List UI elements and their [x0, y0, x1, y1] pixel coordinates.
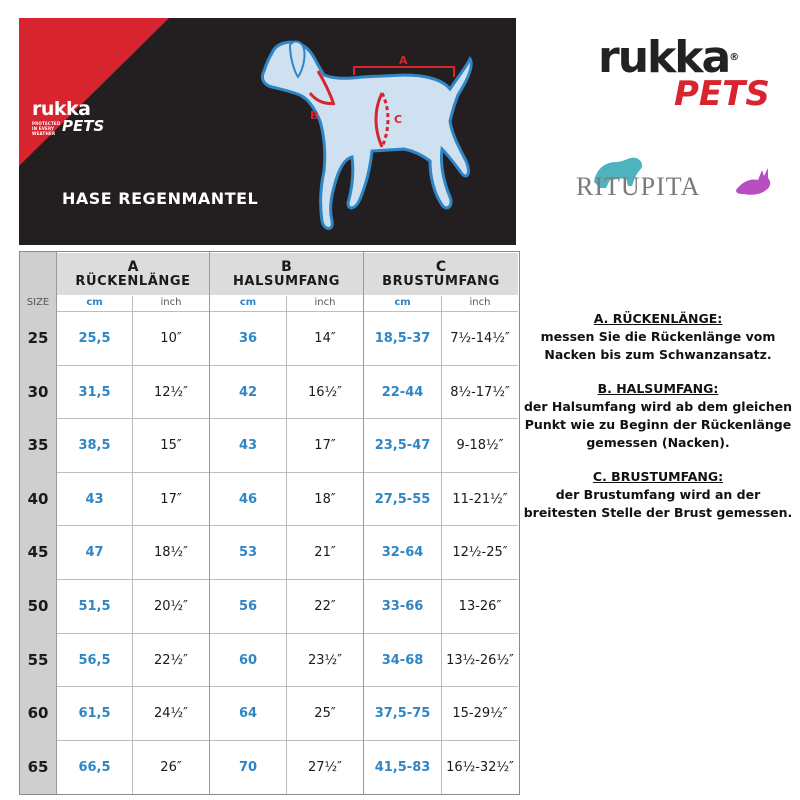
info-block-c	[522, 468, 794, 522]
header-group-a	[57, 253, 209, 295]
table-row	[57, 525, 518, 580]
table-cell: 21″	[314, 545, 336, 560]
divider	[363, 252, 364, 794]
banner-brand: rukka	[32, 98, 91, 120]
table-cell: 70	[238, 760, 258, 775]
info-heading-b: B. HALSUMFANG:	[597, 381, 719, 396]
unit-cm-b: cm	[210, 296, 286, 310]
table-cell: 25,5	[78, 331, 111, 346]
logo-reg: ®	[729, 52, 738, 63]
group-b-letter: B	[281, 259, 292, 275]
table-cell: 20½″	[154, 599, 188, 614]
size-label: SIZE	[26, 297, 50, 308]
measurement-info	[522, 310, 794, 538]
table-cell: 27,5-55	[374, 492, 431, 507]
unit-inch-b: inch	[314, 297, 336, 308]
group-c-word: BRUSTUMFANG	[382, 274, 500, 289]
dog-measure-illustration	[254, 31, 494, 241]
table-cell: 43	[238, 438, 258, 453]
product-title: HASE REGENMANTEL	[62, 189, 259, 208]
table-cell: 64	[238, 706, 258, 721]
table-cell: 18,5-37	[374, 331, 431, 346]
table-cell: 22-44	[381, 385, 424, 400]
table-cell: 11-21½″	[452, 492, 508, 507]
banner-rukka-logo	[32, 100, 104, 134]
table-cell: 25″	[314, 706, 336, 721]
unit-cm-c: cm	[364, 296, 441, 310]
divider	[286, 296, 287, 794]
table-cell: 34-68	[381, 653, 424, 668]
table-cell: 16½-32½″	[446, 760, 514, 775]
table-cell: 15-29½″	[452, 706, 508, 721]
table-cell: 15″	[160, 438, 182, 453]
unit-inch-c: inch	[469, 297, 491, 308]
table-row	[57, 740, 518, 795]
table-cell: 8½-17½″	[450, 385, 510, 400]
size-cell: 55	[27, 651, 49, 669]
table-row	[57, 418, 518, 473]
divider	[132, 296, 133, 794]
ritupita-logo	[576, 150, 776, 206]
table-cell: 46	[238, 492, 258, 507]
unit-inch-a: inch	[160, 297, 182, 308]
table-cell: 56	[238, 599, 258, 614]
table-cell: 9-18½″	[456, 438, 504, 453]
table-cell: 41,5-83	[374, 760, 431, 775]
divider	[441, 296, 442, 794]
group-a-word: RÜCKENLÄNGE	[75, 274, 191, 289]
product-banner	[19, 18, 516, 245]
label-c: C	[394, 113, 403, 126]
table-cell: 53	[238, 545, 258, 560]
info-heading-a: A. RÜCKENLÄNGE:	[593, 311, 723, 326]
table-cell: 26″	[160, 760, 182, 775]
table-cell: 10″	[160, 331, 182, 346]
table-cell: 56,5	[78, 653, 111, 668]
logo-brand: rukka	[598, 32, 730, 83]
table-cell: 17″	[314, 438, 336, 453]
group-c-letter: C	[435, 259, 447, 275]
table-row	[57, 633, 518, 688]
label-a: A	[399, 54, 408, 67]
table-cell: 43	[85, 492, 104, 507]
table-cell: 61,5	[78, 706, 111, 721]
info-heading-c: C. BRUSTUMFANG:	[592, 469, 724, 484]
info-text-c: der Brustumfang wird an der breitesten Stelle der Brust gemessen.	[523, 487, 793, 520]
group-b-word: HALSUMFANG	[232, 274, 341, 289]
table-cell: 51,5	[78, 599, 111, 614]
table-row	[57, 365, 518, 420]
table-cell: 24½″	[154, 706, 188, 721]
table-cell: 23,5-47	[374, 438, 431, 453]
table-cell: 36	[238, 331, 258, 346]
header-group-c	[364, 253, 518, 295]
table-cell: 22½″	[154, 653, 188, 668]
table-row	[57, 472, 518, 527]
cat-silhouette-icon	[732, 158, 776, 198]
table-cell: 12½″	[154, 385, 188, 400]
rukka-pets-logo	[598, 32, 770, 114]
table-cell: 38,5	[78, 438, 111, 453]
banner-brand-sub: PETS	[62, 117, 105, 135]
logo-sub: PETS	[674, 74, 770, 114]
table-cell: 22″	[314, 599, 336, 614]
size-cell: 30	[27, 383, 49, 401]
table-cell: 66,5	[78, 760, 111, 775]
size-table	[19, 251, 520, 795]
size-cell: 25	[27, 329, 49, 347]
table-cell: 33-66	[381, 599, 424, 614]
info-text-b: der Halsumfang wird ab dem gleichen Punkt wie zu Beginn der Rückenlänge gemessen (Nacken).	[523, 399, 793, 450]
table-cell: 31,5	[78, 385, 111, 400]
table-cell: 47	[85, 545, 104, 560]
table-cell: 32-64	[381, 545, 424, 560]
banner-tagline: PROTECTED IN EVERY WEATHER	[32, 121, 61, 136]
divider	[56, 252, 57, 794]
table-cell: 42	[238, 385, 258, 400]
red-corner	[19, 18, 169, 166]
table-row	[57, 686, 518, 741]
table-cell: 16½″	[308, 385, 342, 400]
unit-cm-a: cm	[57, 296, 132, 310]
table-cell: 13-26″	[458, 599, 502, 614]
group-a-letter: A	[127, 259, 139, 275]
label-b: B	[310, 109, 319, 122]
table-cell: 12½-25″	[452, 545, 508, 560]
table-cell: 7½-14½″	[450, 331, 510, 346]
divider	[209, 252, 210, 794]
info-block-b	[522, 380, 794, 452]
table-row	[57, 579, 518, 634]
table-cell: 60	[238, 653, 258, 668]
table-cell: 18½″	[154, 545, 188, 560]
size-cell: 50	[27, 597, 49, 615]
info-block-a	[522, 310, 794, 364]
table-cell: 14″	[314, 331, 336, 346]
table-row	[57, 311, 518, 366]
size-cell: 60	[27, 704, 49, 722]
info-text-a: messen Sie die Rückenlänge vom Nacken bis zum Schwanzansatz.	[540, 329, 776, 362]
table-cell: 17″	[160, 492, 182, 507]
table-cell: 18″	[314, 492, 336, 507]
ritupita-text: RITUPITA	[576, 172, 701, 201]
table-cell: 23½″	[308, 653, 342, 668]
header-group-b	[210, 253, 363, 295]
size-cell: 45	[27, 543, 49, 561]
table-cell: 37,5-75	[374, 706, 431, 721]
size-cell: 65	[27, 758, 49, 776]
table-cell: 13½-26½″	[446, 653, 514, 668]
table-cell: 27½″	[308, 760, 342, 775]
size-cell: 35	[27, 436, 49, 454]
size-cell: 40	[27, 490, 49, 508]
